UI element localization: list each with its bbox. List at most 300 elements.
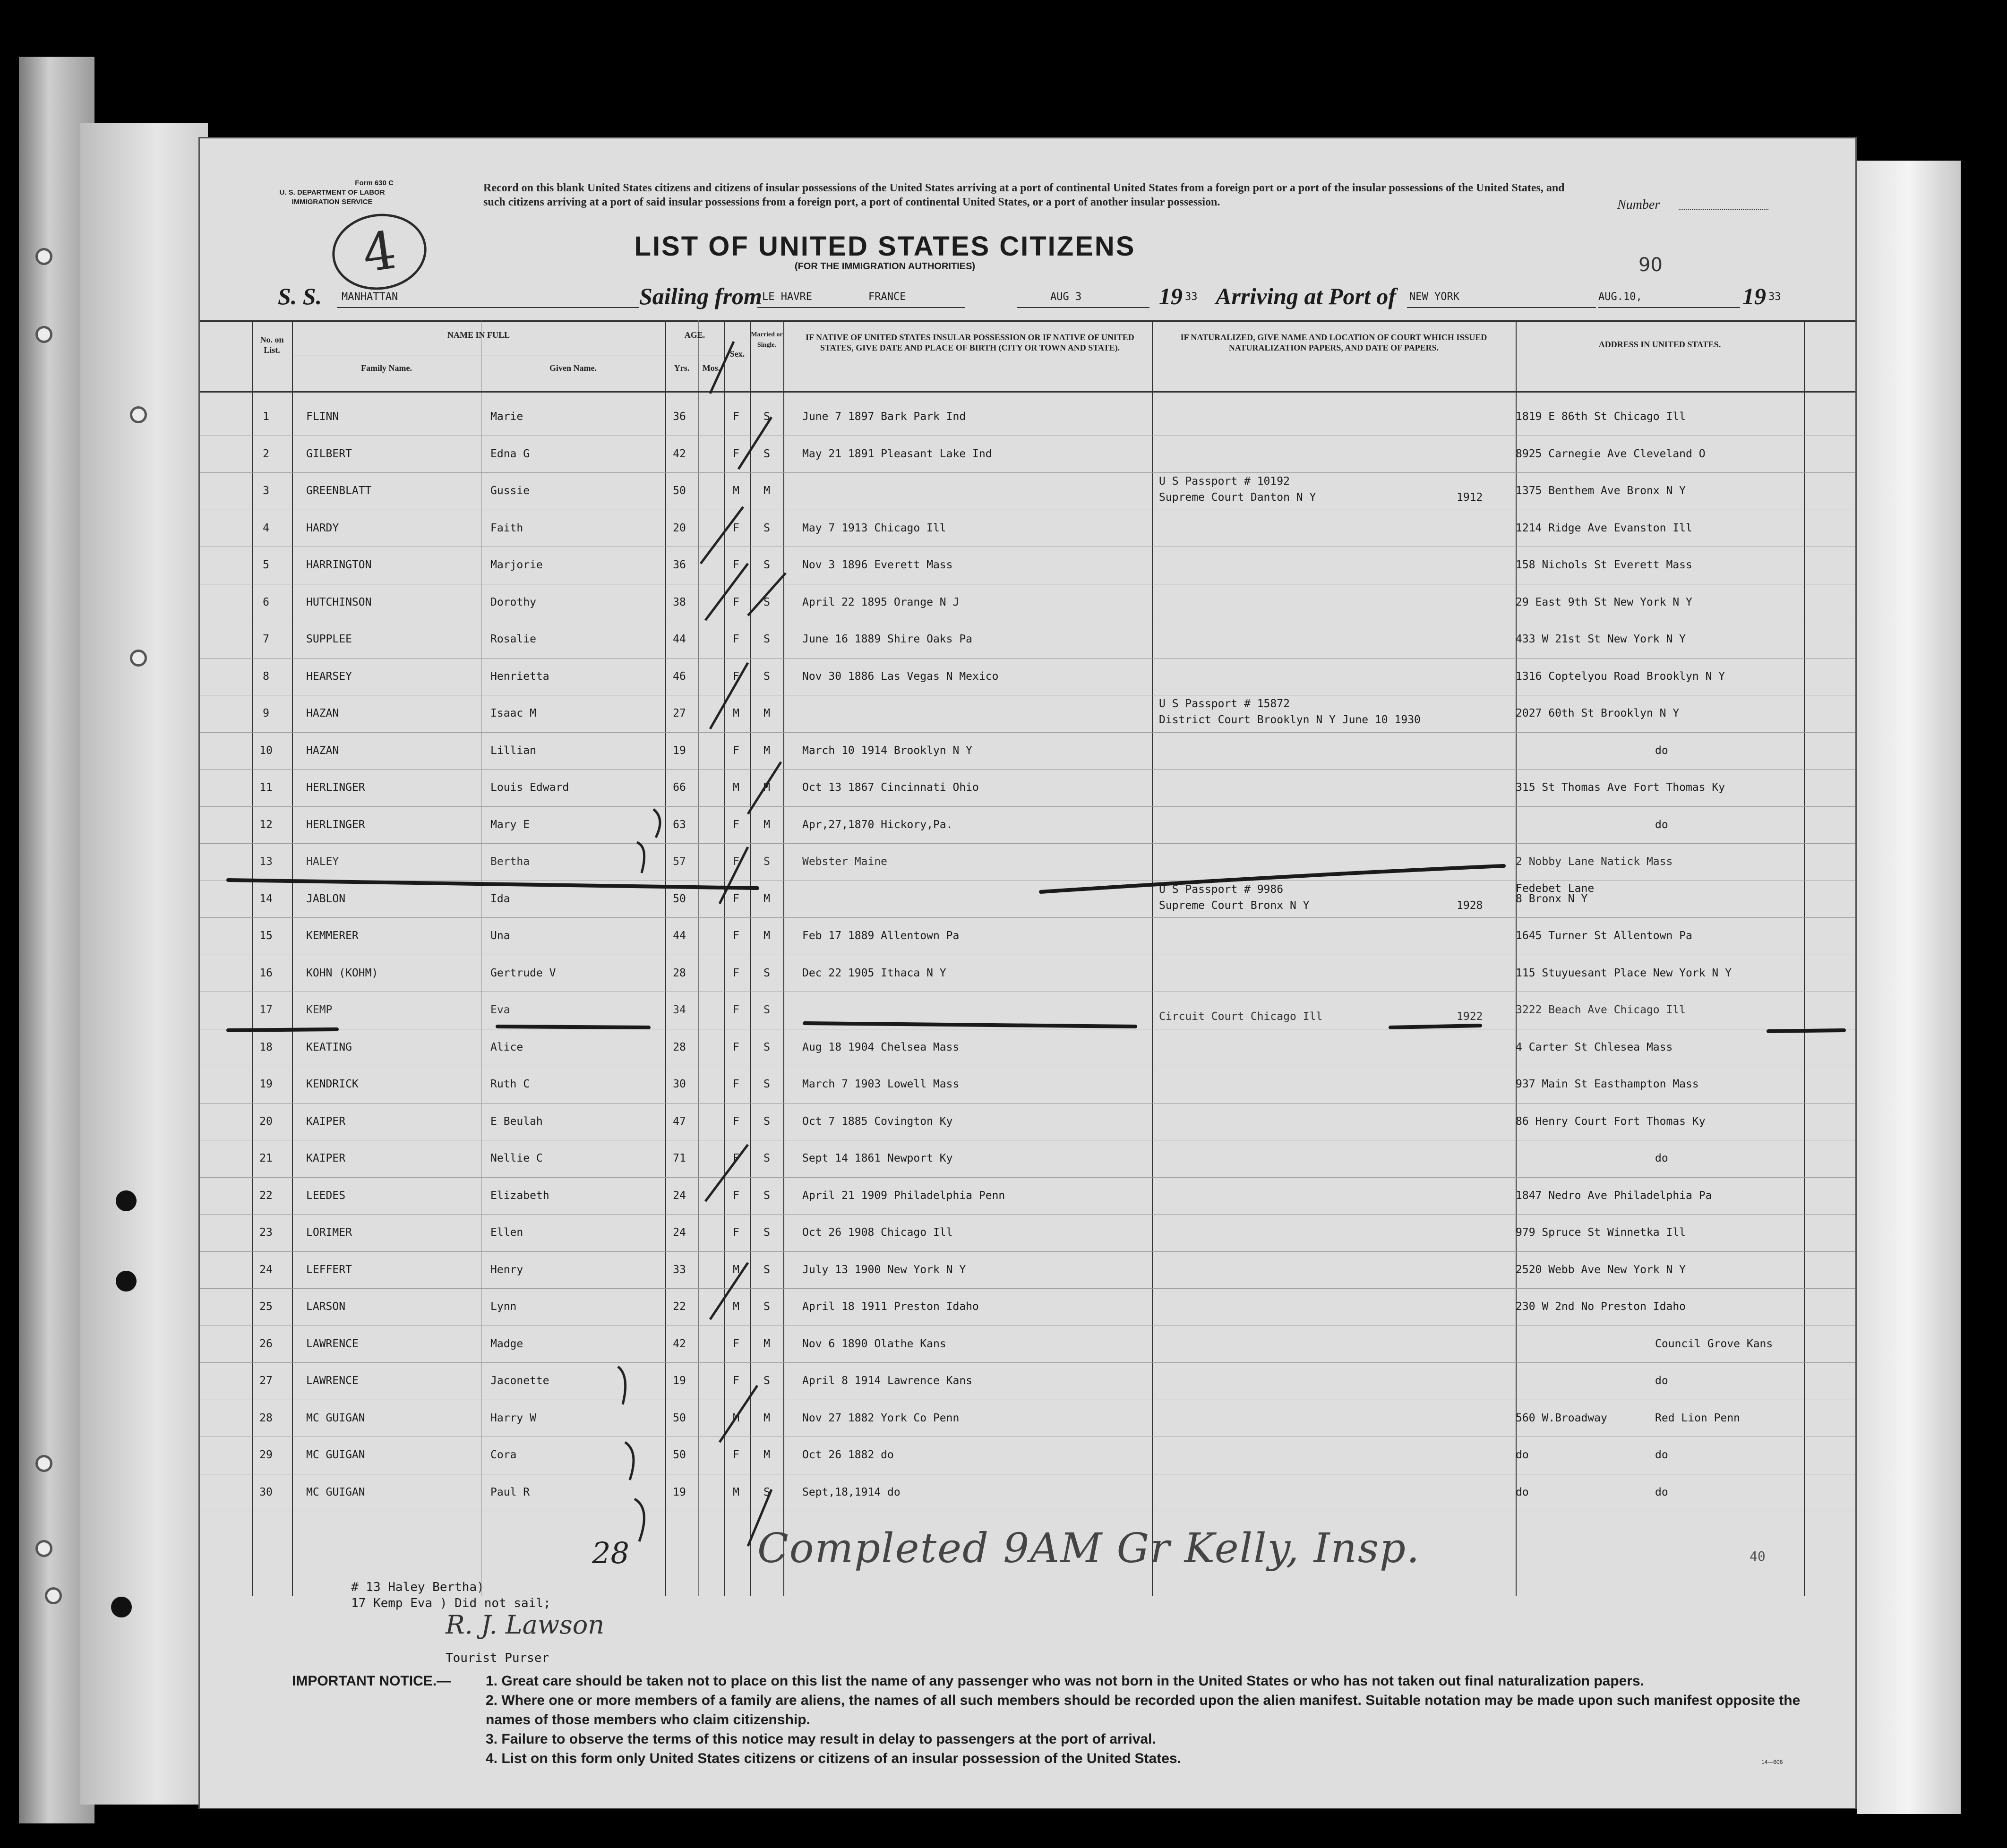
cell-address: 115 Stuyuesant Place New York N Y: [1516, 967, 1732, 979]
cell-given: Louis Edward: [490, 781, 569, 794]
header-no-on-list: No. on List.: [260, 335, 284, 355]
cell-nat2: Circuit Court Chicago Ill: [1159, 1010, 1323, 1023]
cell-address: 937 Main St Easthampton Mass: [1516, 1078, 1699, 1090]
cell-address-right: Council Grove Kans: [1655, 1337, 1773, 1350]
cell-given: Isaac M: [490, 707, 536, 719]
punch-hole-icon: [116, 1190, 137, 1211]
cell-yrs: 66: [673, 781, 686, 794]
header-naturalization: IF NATURALIZED, GIVE NAME AND LOCATION OF COURT WHICH ISSUED NATURALIZATION PAPERS, AND DATE OF PAPERS.: [1180, 333, 1487, 352]
cell-no: 20: [259, 1115, 273, 1128]
cell-family: HALEY: [306, 856, 339, 868]
cell-marital: S: [763, 1115, 770, 1128]
cell-sex: F: [733, 1375, 739, 1387]
purser-title: Tourist Purser: [446, 1651, 549, 1665]
cell-given: Paul R: [490, 1486, 530, 1498]
notice-item: 3. Failure to observe the terms of this notice may result in delay to passengers at the port of arrival.: [486, 1731, 1156, 1747]
page-title: LIST OF UNITED STATES CITIZENS: [634, 231, 1136, 262]
cell-given: Madge: [490, 1337, 523, 1350]
cell-yrs: 47: [673, 1115, 686, 1128]
cell-family: LAWRENCE: [306, 1337, 359, 1350]
cell-yrs: 38: [673, 596, 686, 608]
header-years: Yrs.: [674, 363, 690, 373]
cell-marital: S: [763, 1263, 770, 1276]
cell-family: KEMP: [306, 1004, 333, 1016]
table-row: [200, 881, 1855, 917]
cell-sex: F: [733, 818, 739, 831]
arrival-date-underline: [1598, 307, 1740, 308]
cell-sex: F: [733, 1189, 739, 1202]
cell-given: Ellen: [490, 1226, 523, 1239]
cell-address: 2027 60th St Brooklyn N Y: [1516, 707, 1680, 719]
cell-given: Bertha: [490, 856, 530, 868]
cell-marital: S: [763, 596, 770, 608]
cell-marital: S: [763, 633, 770, 645]
cell-no: 19: [259, 1078, 273, 1090]
cell-given: Nellie C: [490, 1152, 543, 1164]
cell-yrs: 28: [673, 967, 686, 979]
cell-nat2: Supreme Court Danton N Y: [1159, 491, 1316, 504]
cell-family: KOHN (KOHM): [306, 967, 378, 979]
header-age: AGE.: [684, 330, 705, 340]
year-prefix: 19: [1159, 283, 1183, 309]
cell-birth: Nov 3 1896 Everett Mass: [802, 559, 953, 571]
cell-yrs: 24: [673, 1226, 686, 1239]
binder-ring-icon: [45, 1587, 62, 1604]
cell-birth: April 22 1895 Orange N J: [802, 596, 960, 608]
cell-family: MC GUIGAN: [306, 1412, 365, 1424]
table-row: [200, 621, 1855, 658]
cell-given: Gussie: [490, 485, 530, 497]
cell-nat2: Supreme Court Bronx N Y: [1159, 899, 1310, 912]
cell-marital: M: [763, 707, 770, 719]
cell-birth: June 7 1897 Bark Park Ind: [802, 411, 966, 423]
cell-no: 13: [259, 856, 273, 868]
cell-sex: F: [733, 930, 739, 942]
cell-given: Alice: [490, 1041, 523, 1053]
cell-no: 23: [259, 1226, 273, 1239]
department-name: U. S. DEPARTMENT OF LABOR: [279, 188, 385, 197]
cell-marital: S: [763, 1226, 770, 1239]
note-line: # 13 Haley Bertha): [351, 1580, 484, 1594]
cell-no: 25: [259, 1300, 273, 1313]
cell-given: E Beulah: [490, 1115, 543, 1128]
cell-marital: M: [763, 485, 770, 497]
cell-nat-year: 1912: [1457, 491, 1483, 504]
cell-sex: F: [733, 447, 739, 460]
cell-family: HERLINGER: [306, 818, 365, 831]
adjacent-left-page: [80, 123, 208, 1805]
cell-family: HUTCHINSON: [306, 596, 372, 608]
cell-sex: M: [733, 1412, 739, 1424]
cell-family: KEMMERER: [306, 930, 359, 942]
cell-yrs: 42: [673, 1337, 686, 1350]
cell-birth: April 8 1914 Lawrence Kans: [802, 1375, 973, 1387]
cell-sex: F: [733, 1041, 739, 1053]
cell-birth: July 13 1900 New York N Y: [802, 1263, 966, 1276]
voyage-line: [200, 282, 1853, 311]
cell-no: 17: [259, 1004, 273, 1016]
table-row: [200, 1029, 1855, 1066]
cell-address: 1847 Nedro Ave Philadelphia Pa: [1516, 1189, 1712, 1202]
cell-birth: April 21 1909 Philadelphia Penn: [802, 1189, 1005, 1202]
notice-list: [486, 1671, 1832, 1768]
cell-sex: F: [733, 1337, 739, 1350]
citizen-list-form: [198, 137, 1857, 1809]
cell-address: 1214 Ridge Ave Evanston Ill: [1516, 522, 1692, 534]
table-row: [200, 436, 1855, 472]
cell-no: 26: [259, 1337, 273, 1350]
notice-item: 2. Where one or more members of a family are aliens, the names of all such members should be recorded upon the alien manifest. Suitable notation may be made upon such manifest opposite the names of those members who claim citizenship.: [486, 1693, 1801, 1728]
cell-given: Henry: [490, 1263, 523, 1276]
cell-yrs: 44: [673, 633, 686, 645]
cell-address: do: [1516, 1449, 1529, 1461]
cell-yrs: 50: [673, 1412, 686, 1424]
cell-birth: March 10 1914 Brooklyn N Y: [802, 744, 973, 757]
cell-address: 1316 Coptelyou Road Brooklyn N Y: [1516, 670, 1725, 683]
cell-no: 6: [263, 596, 269, 608]
cell-nat1: U S Passport # 10192: [1159, 475, 1290, 488]
cell-given: Marie: [490, 411, 523, 423]
cell-family: SUPPLEE: [306, 633, 352, 645]
did-not-sail-note: [351, 1579, 551, 1611]
cell-yrs: 36: [673, 559, 686, 571]
cell-address: 3222 Beach Ave Chicago Ill: [1516, 1004, 1686, 1016]
cell-given: Una: [490, 930, 510, 942]
cell-given: Jaconette: [490, 1375, 549, 1387]
header-married-single: Married or Single.: [751, 331, 783, 349]
header-given-name: Given Name.: [549, 363, 597, 373]
cell-yrs: 20: [673, 522, 686, 534]
cell-family: HAZAN: [306, 707, 339, 719]
table-row: [200, 547, 1855, 583]
cell-yrs: 33: [673, 1263, 686, 1276]
cell-no: 30: [259, 1486, 273, 1498]
header-months: Mos.: [702, 363, 720, 373]
cell-yrs: 63: [673, 818, 686, 831]
cell-family: MC GUIGAN: [306, 1449, 365, 1461]
passenger-table: [200, 320, 1855, 1596]
table-row: [200, 732, 1855, 769]
cell-yrs: 19: [673, 1375, 686, 1387]
table-row: [200, 1288, 1855, 1325]
cell-family: HERLINGER: [306, 781, 365, 794]
table-row: [200, 955, 1855, 992]
cell-sex: F: [733, 1078, 739, 1090]
cell-birth: Nov 30 1886 Las Vegas N Mexico: [802, 670, 999, 683]
date-underline: [1017, 307, 1149, 308]
cell-birth: Webster Maine: [802, 856, 888, 868]
cell-address-right: do: [1655, 1375, 1668, 1387]
cell-address: 315 St Thomas Ave Fort Thomas Ky: [1516, 781, 1725, 794]
sailing-from-label: Sailing from: [639, 283, 762, 309]
cell-yrs: 50: [673, 1449, 686, 1461]
cell-yrs: 44: [673, 930, 686, 942]
cell-given: Henrietta: [490, 670, 549, 683]
departure-year: 33: [1185, 291, 1198, 303]
cell-family: HARDY: [306, 522, 339, 534]
cell-birth: Nov 6 1890 Olathe Kans: [802, 1337, 946, 1350]
cell-marital: S: [763, 1486, 770, 1498]
cell-yrs: 34: [673, 1004, 686, 1016]
cell-address-right: do: [1655, 1486, 1668, 1498]
cell-address: do: [1516, 1486, 1529, 1498]
adjacent-right-page: [1857, 161, 1961, 1814]
cell-sex: M: [733, 485, 739, 497]
cell-marital: M: [763, 1337, 770, 1350]
service-name: IMMIGRATION SERVICE: [292, 198, 373, 206]
cell-given: Elizabeth: [490, 1189, 549, 1202]
cell-birth: Sept,18,1914 do: [802, 1486, 901, 1498]
cell-nat2: District Court Brooklyn N Y June 10 1930: [1159, 714, 1421, 726]
cell-marital: M: [763, 818, 770, 831]
cell-no: 2: [263, 447, 269, 460]
cell-no: 4: [263, 522, 269, 534]
cell-address: 2 Nobby Lane Natick Mass: [1516, 856, 1673, 868]
table-row: [200, 1474, 1855, 1511]
cell-marital: M: [763, 892, 770, 905]
ship-underline: [337, 307, 639, 308]
binder-ring-icon: [35, 1540, 52, 1557]
cell-family: LORIMER: [306, 1226, 352, 1239]
cell-marital: S: [763, 670, 770, 683]
table-row: [200, 1140, 1855, 1177]
cell-sex: M: [733, 1300, 739, 1313]
cell-address: 979 Spruce St Winnetka Ill: [1516, 1226, 1686, 1239]
cell-given: Marjorie: [490, 559, 543, 571]
cell-birth: Feb 17 1889 Allentown Pa: [802, 930, 960, 942]
header-rule: [200, 391, 1855, 393]
cell-family: HARRINGTON: [306, 559, 372, 571]
table-row: [200, 1066, 1855, 1103]
cell-no: 8: [263, 670, 269, 683]
cell-yrs: 50: [673, 892, 686, 905]
cell-no: 1: [263, 411, 269, 423]
table-row: [200, 584, 1855, 621]
cell-family: KEATING: [306, 1041, 352, 1053]
cell-sex: F: [733, 522, 739, 534]
cell-family: LEEDES: [306, 1189, 346, 1202]
cell-no: 3: [263, 485, 269, 497]
cell-marital: S: [763, 1300, 770, 1313]
ship-name: MANHATTAN: [342, 291, 398, 303]
cell-birth: April 18 1911 Preston Idaho: [802, 1300, 979, 1313]
cell-address-right: Red Lion Penn: [1655, 1412, 1741, 1424]
cell-address-right: do: [1655, 818, 1668, 831]
cell-no: 24: [259, 1263, 273, 1276]
cell-yrs: 28: [673, 1041, 686, 1053]
cell-no: 18: [259, 1041, 273, 1053]
cell-family: LARSON: [306, 1300, 346, 1313]
cell-given: Lillian: [490, 744, 536, 757]
cell-no: 28: [259, 1412, 273, 1424]
cell-nat-year: 1928: [1457, 899, 1483, 912]
cell-family: KAIPER: [306, 1152, 346, 1164]
cell-family: LAWRENCE: [306, 1375, 359, 1387]
departure-date: AUG 3: [1050, 291, 1082, 303]
number-label: Number: [1617, 197, 1660, 212]
cell-family: JABLON: [306, 892, 346, 905]
cell-given: Rosalie: [490, 633, 536, 645]
cell-birth: Apr,27,1870 Hickory,Pa.: [802, 818, 953, 831]
table-row: [200, 1103, 1855, 1140]
cell-birth: Oct 13 1867 Cincinnati Ohio: [802, 781, 979, 794]
cell-no: 10: [259, 744, 273, 757]
cell-sex: F: [733, 856, 739, 868]
cell-no: 9: [263, 707, 269, 719]
cell-yrs: 19: [673, 744, 686, 757]
cell-family: HEARSEY: [306, 670, 352, 683]
arrival-port: NEW YORK: [1409, 291, 1459, 303]
cell-birth: Oct 7 1885 Covington Ky: [802, 1115, 953, 1128]
cell-yrs: 57: [673, 856, 686, 868]
cell-family: GREENBLATT: [306, 485, 372, 497]
handwritten-number: 90: [1638, 254, 1663, 276]
notice-heading: IMPORTANT NOTICE.—: [292, 1673, 451, 1689]
cell-marital: S: [763, 559, 770, 571]
cell-marital: S: [763, 447, 770, 460]
cell-address: 8925 Carnegie Ave Cleveland O: [1516, 447, 1706, 460]
cell-marital: S: [763, 411, 770, 423]
cell-given: Ida: [490, 892, 510, 905]
cell-address: 433 W 21st St New York N Y: [1516, 633, 1686, 645]
binder-ring-icon: [35, 1455, 52, 1472]
cell-birth: Oct 26 1908 Chicago Ill: [802, 1226, 953, 1239]
cell-address: 4 Carter St Chlesea Mass: [1516, 1041, 1673, 1053]
table-row: [200, 472, 1855, 509]
cell-address: 1375 Benthem Ave Bronx N Y: [1516, 485, 1686, 497]
cell-sex: F: [733, 967, 739, 979]
table-row: [200, 806, 1855, 843]
circled-page-mark: 4: [327, 208, 431, 296]
table-row: [200, 1362, 1855, 1399]
cell-marital: M: [763, 781, 770, 794]
cell-nat1: U S Passport # 9986: [1159, 883, 1284, 896]
number-field: [1679, 209, 1768, 210]
cell-given: Faith: [490, 522, 523, 534]
cell-family: HAZAN: [306, 744, 339, 757]
cell-sex: M: [733, 707, 739, 719]
cell-yrs: 50: [673, 485, 686, 497]
cell-nat1: U S Passport # 15872: [1159, 698, 1290, 710]
arrival-port-underline: [1407, 307, 1596, 308]
cell-address-right: do: [1655, 1449, 1668, 1461]
handwritten-code: 40: [1750, 1549, 1766, 1564]
cell-marital: S: [763, 1189, 770, 1202]
cell-sex: F: [733, 1115, 739, 1128]
cell-marital: S: [763, 856, 770, 868]
cell-yrs: 71: [673, 1152, 686, 1164]
header-name-in-full: NAME IN FULL: [447, 330, 510, 340]
cell-no: 14: [259, 892, 273, 905]
cell-family: MC GUIGAN: [306, 1486, 365, 1498]
table-row: [200, 1326, 1855, 1362]
cell-sex: F: [733, 1004, 739, 1016]
cell-birth: Oct 26 1882 do: [802, 1449, 894, 1461]
cell-yrs: 27: [673, 707, 686, 719]
cell-marital: M: [763, 1449, 770, 1461]
completed-annotation: Completed 9AM Gr Kelly, Insp.: [757, 1525, 1421, 1572]
table-row: [200, 917, 1855, 954]
table-row: [200, 1177, 1855, 1214]
cell-sex: F: [733, 1226, 739, 1239]
cell-given: Dorothy: [490, 596, 536, 608]
table-row: [200, 695, 1855, 732]
cell-address: 1819 E 86th St Chicago Ill: [1516, 411, 1686, 423]
cell-marital: S: [763, 1152, 770, 1164]
cell-family: GILBERT: [306, 447, 352, 460]
cell-address-right: do: [1655, 744, 1668, 757]
arriving-label: Arriving at Port of: [1216, 283, 1396, 309]
cell-address: 86 Henry Court Fort Thomas Ky: [1516, 1115, 1706, 1128]
table-row: [200, 1400, 1855, 1437]
cell-yrs: 42: [673, 447, 686, 460]
ss-label: S. S.: [278, 283, 322, 309]
cell-given: Cora: [490, 1449, 517, 1461]
cell-sex: F: [733, 892, 739, 905]
table-row: [200, 1437, 1855, 1473]
notice-item: 4. List on this form only United States citizens or citizens of an insular possession of the United States.: [486, 1751, 1181, 1766]
cell-no: 15: [259, 930, 273, 942]
cell-address: 2520 Webb Ave New York N Y: [1516, 1263, 1686, 1276]
port-underline: [757, 307, 965, 308]
cell-birth: June 16 1889 Shire Oaks Pa: [802, 633, 973, 645]
departure-port: LE HAVRE: [762, 291, 812, 303]
page-subtitle: (FOR THE IMMIGRATION AUTHORITIES): [794, 261, 976, 272]
cell-family: FLINN: [306, 411, 339, 423]
arrival-year: 33: [1768, 291, 1781, 303]
table-row: [200, 658, 1855, 695]
cell-no: 21: [259, 1152, 273, 1164]
cell-marital: M: [763, 1412, 770, 1424]
cell-given: Eva: [490, 1004, 510, 1016]
header-birth-place: IF NATIVE OF UNITED STATES INSULAR POSSESSION OR IF NATIVE OF UNITED STATES, GIVE DATE AND PLACE OF BIRTH (CITY OR TOWN AND STATE).: [806, 333, 1134, 352]
table-row: [200, 843, 1855, 880]
cell-yrs: 36: [673, 411, 686, 423]
cell-given: Lynn: [490, 1300, 517, 1313]
cell-sex: F: [733, 744, 739, 757]
cell-sex: M: [733, 1263, 739, 1276]
header-address: ADDRESS IN UNITED STATES.: [1598, 340, 1721, 349]
note-line: 17 Kemp Eva ) Did not sail;: [351, 1596, 551, 1610]
cell-marital: S: [763, 522, 770, 534]
cell-yrs: 22: [673, 1300, 686, 1313]
form-code: 14—606: [1761, 1759, 1783, 1765]
cell-marital: S: [763, 1375, 770, 1387]
cell-yrs: 19: [673, 1486, 686, 1498]
binder-ring-icon: [35, 248, 52, 265]
cell-no: 12: [259, 818, 273, 831]
cell-sex: F: [733, 1449, 739, 1461]
cell-address: 560 W.Broadway: [1516, 1412, 1607, 1424]
cell-given: Edna G: [490, 447, 530, 460]
cell-no: 11: [259, 781, 273, 794]
table-row: [200, 510, 1855, 547]
table-row: [200, 769, 1855, 806]
cell-address: 8 Bronx N Y: [1516, 892, 1588, 905]
cell-birth: Nov 27 1882 York Co Penn: [802, 1412, 960, 1424]
cell-no: 7: [263, 633, 269, 645]
cell-marital: S: [763, 1041, 770, 1053]
punch-hole-icon: [116, 1271, 137, 1292]
notice-item: 1. Great care should be taken not to place on this list the name of any passenger who was not born in the United States or who has not taken out final naturalization papers.: [486, 1673, 1645, 1689]
cell-sex: F: [733, 633, 739, 645]
cell-birth: Dec 22 1905 Ithaca N Y: [802, 967, 946, 979]
cell-no: 22: [259, 1189, 273, 1202]
table-row: [200, 1251, 1855, 1288]
cell-no: 5: [263, 559, 269, 571]
cell-birth: May 7 1913 Chicago Ill: [802, 522, 946, 534]
cell-yrs: 46: [673, 670, 686, 683]
